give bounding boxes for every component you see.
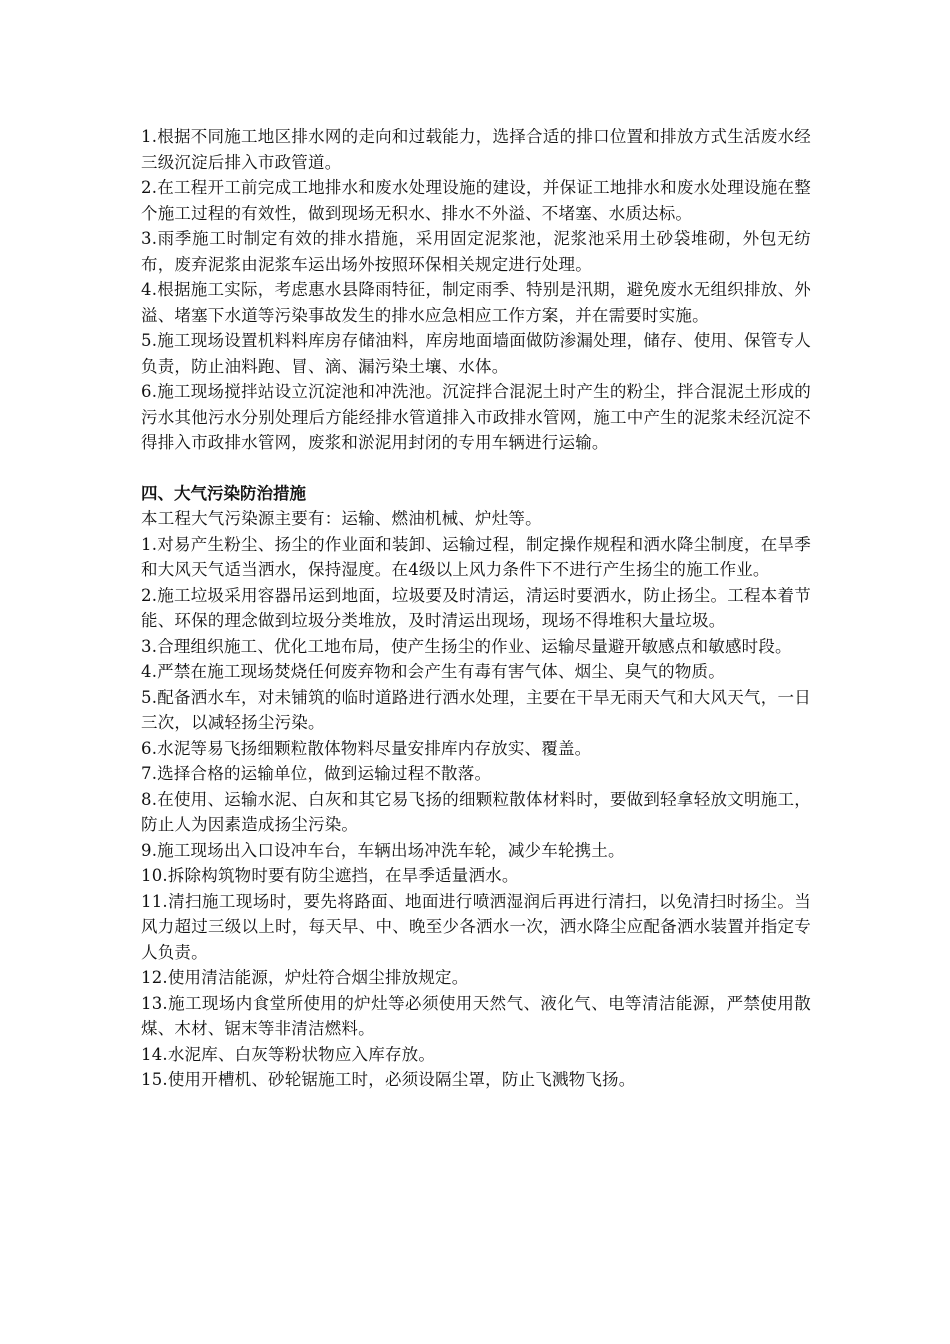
section-intro: 本工程大气污染源主要有：运输、燃油机械、炉灶等。 (141, 509, 542, 528)
paragraph: 12.使用清洁能源，炉灶符合烟尘排放规定。 (141, 968, 469, 987)
section-heading: 四、大气污染防治措施 (141, 483, 306, 503)
paragraph: 13.施工现场内食堂所使用的炉灶等必须使用天然气、液化气、电等清洁能源，严禁使用散煤、木材、锯末等非清洁燃料。 (141, 993, 811, 1038)
paragraph: 10.拆除构筑物时要有防尘遮挡，在旱季适量洒水。 (141, 866, 519, 885)
paragraph: 7.选择合格的运输单位，做到运输过程不散落。 (141, 764, 492, 783)
paragraph: 5.配备洒水车，对未铺筑的临时道路进行洒水处理，主要在干旱无雨天气和大风天气，一日三次，以减轻扬尘污染。 (141, 687, 811, 732)
paragraph: 2.施工垃圾采用容器吊运到地面，垃圾要及时清运，清运时要洒水，防止扬尘。工程本着节能、环保的理念做到垃圾分类堆放，及时清运出现场，现场不得堆积大量垃圾。 (141, 585, 811, 630)
paragraph: 3.合理组织施工、优化工地布局，使产生扬尘的作业、运输尽量避开敏感点和敏感时段。 (141, 636, 792, 656)
section-spacer (141, 456, 811, 481)
paragraph: 6.水泥等易飞扬细颗粒散体物料尽量安排库内存放实、覆盖。 (141, 738, 592, 758)
paragraph: 5.施工现场设置机料料库房存储油料，库房地面墙面做防渗漏处理，储存、使用、保管专人负责，防止油料跑、冒、滴、漏污染土壤、水体。 (141, 331, 811, 376)
paragraph: 4.根据施工实际，考虑惠水县降雨特征，制定雨季、特别是汛期，避免废水无组织排放、外溢、堵塞下水道等污染事故发生的排水应急相应工作方案，并在需要时实施。 (141, 280, 811, 325)
paragraph: 8.在使用、运输水泥、白灰和其它易飞扬的细颗粒散体材料时，要做到轻拿轻放文明施工，防止人为因素造成扬尘污染。 (141, 789, 811, 834)
paragraph: 1.根据不同施工地区排水网的走向和过载能力，选择合适的排口位置和排放方式生活废水经三级沉淀后排入市政管道。 (141, 127, 811, 172)
paragraph: 1.对易产生粉尘、扬尘的作业面和装卸、运输过程，制定操作规程和洒水降尘制度，在旱季和大风天气适当洒水，保持湿度。在4级以上风力条件下不进行产生扬尘的施工作业。 (141, 534, 811, 579)
paragraph: 14.水泥库、白灰等粉状物应入库存放。 (141, 1044, 436, 1064)
paragraph: 3.雨季施工时制定有效的排水措施，采用固定泥浆池，泥浆池采用土砂袋堆砌，外包无纺布，废弃泥浆由泥浆车运出场外按照环保相关规定进行处理。 (141, 229, 811, 274)
paragraph: 15.使用开槽机、砂轮锯施工时，必须设隔尘罩，防止飞溅物飞扬。 (141, 1070, 636, 1089)
paragraph: 11.清扫施工现场时，要先将路面、地面进行喷洒湿润后再进行清扫，以免清扫时扬尘。当风力超过三级以上时，每天早、中、晚至少各洒水一次，洒水降尘应配备洒水装置并指定专人负责。 (141, 891, 811, 962)
document-page (141, 124, 811, 1093)
paragraph: 6.施工现场搅拌站设立沉淀池和冲洗池。沉淀拌合混泥土时产生的粉尘，拌合混泥土形成的污水其他污水分别处理后方能经排水管道排入市政排水管网，施工中产生的泥浆未经沉淀不得排入市政排水管网，废浆和淤泥用封闭的专用车辆进行运输。 (141, 382, 811, 452)
paragraph: 2.在工程开工前完成工地排水和废水处理设施的建设，并保证工地排水和废水处理设施在整个施工过程的有效性，做到现场无积水、排水不外溢、不堵塞、水质达标。 (141, 178, 811, 223)
paragraph: 9.施工现场出入口设冲车台，车辆出场冲洗车轮，减少车轮携土。 (141, 840, 625, 860)
paragraph: 4.严禁在施工现场焚烧任何废弃物和会产生有毒有害气体、烟尘、臭气的物质。 (141, 662, 725, 681)
